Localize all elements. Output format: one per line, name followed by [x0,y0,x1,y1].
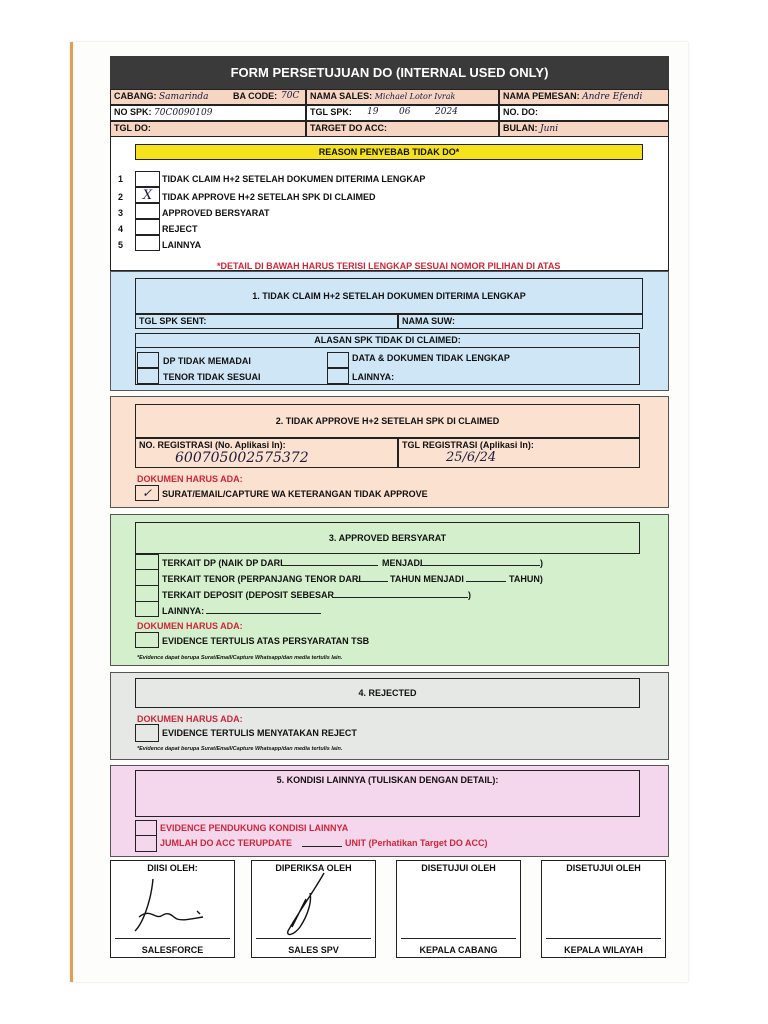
signature-line [256,938,371,939]
signature-box-sales-spv[interactable] [251,860,376,958]
section5-checkbox-divider [135,835,157,836]
reason-check-mark: X [142,188,153,203]
opt-data-label: DATA & DOKUMEN TIDAK LENGKAP [352,353,510,363]
dp-row-label: TERKAIT DP (NAIK DP DARI [162,558,283,568]
signature-box-kepala-wilayah[interactable] [541,860,666,958]
no-do-label: NO. DO: [503,107,538,117]
reason-checkbox[interactable] [135,203,160,219]
section2-evidence-label: SURAT/EMAIL/CAPTURE WA KETERANGAN TIDAK APPROVE [162,489,428,499]
tenor-to-line[interactable] [466,581,506,582]
signature-box-salesforce[interactable] [110,860,235,958]
section4-dokumen-label: DOKUMEN HARUS ADA: [137,714,243,724]
target-do-acc-label: TARGET DO ACC: [310,123,387,133]
section5-title[interactable] [135,770,640,817]
reason-item-number: 3 [118,208,124,218]
signature-top-label: DIPERIKSA OLEH [275,863,352,873]
deposit-line[interactable] [332,597,468,598]
dp-menjadi-label: MENJADI [382,558,423,568]
section5-jumlah-label: JUMLAH DO ACC TERUPDATE [160,838,292,848]
section3-dokumen-label: DOKUMEN HARUS ADA: [137,621,243,631]
signature-bottom-label: KEPALA WILAYAH [564,945,643,955]
reason-item-label: APPROVED BERSYARAT [162,208,270,218]
tgl-registrasi-value: 25/6/24 [446,450,497,465]
section2-check-mark: ✓ [141,486,153,500]
no-spk-label: NO SPK: [114,107,152,117]
lainnya-line[interactable] [206,613,321,614]
ba-code-label: BA CODE: [233,91,278,101]
tgl-spk-sent-label: TGL SPK SENT: [139,316,207,326]
signature-box-kepala-cabang[interactable] [396,860,521,958]
section3-title-text: 3. APPROVED BERSYARAT [328,533,447,543]
ba-code-value[interactable]: 70C [281,91,300,101]
deposit-close-paren: ) [468,590,471,600]
bulan-label: BULAN: [503,123,538,133]
data-checkbox[interactable] [327,352,349,368]
no-registrasi-label: NO. REGISTRASI (No. Aplikasi In): [139,440,286,450]
section4-title [135,678,640,708]
signature-bottom-label: KEPALA CABANG [419,945,498,955]
section2-title-text: 2. TIDAK APPROVE H+2 SETELAH SPK DI CLAIMED [275,416,500,426]
lainnya-row-label: LAINNYA: [162,606,205,616]
section3-checkbox-divider [135,601,159,602]
opt-lainnya-label: LAINNYA: [352,372,395,382]
section3-title [135,522,640,554]
dp-checkbox[interactable] [137,352,159,368]
section5-unit-label: UNIT (Perhatikan Target DO ACC) [345,838,488,848]
cabang-value[interactable]: Samarinda [159,92,209,102]
nama-sales-label: NAMA SALES: [310,91,373,101]
section3-footnote: *Evidence dapat berupa Surat/Email/Capture Whatsapp/dan media tertulis lain. [137,655,343,661]
section5-checkbox-column [135,820,157,852]
alasan-divider [135,347,640,348]
reason-item-number: 4 [118,224,124,234]
cabang-label: CABANG: [114,91,157,101]
section2-dokumen-label: DOKUMEN HARUS ADA: [137,474,243,484]
section1-title [135,278,643,314]
reason-item-number: 1 [118,174,124,184]
reason-item-label: LAINNYA [162,240,202,250]
no-spk-value[interactable]: 70C0090109 [154,108,213,118]
tgl-spk-month[interactable]: 06 [399,107,411,117]
header-table [110,89,669,137]
reason-title-text: REASON PENYEBAB TIDAK DO* [318,147,460,157]
reason-item-number: 2 [118,192,124,202]
signature-top-label: DISETUJUI OLEH [421,863,496,873]
signature-top-label: DISETUJUI OLEH [566,863,641,873]
dp-from-line[interactable] [282,565,378,566]
section4-footnote: *Evidence dapat berupa Surat/Email/Capture Whatsapp/dan media tertulis lain. [137,746,343,752]
tenor-tahun-menjadi-label: TAHUN MENJADI [390,574,464,584]
reason-note: *DETAIL DI BAWAH HARUS TERISI LENGKAP SESUAI NOMOR PILIHAN DI ATAS [217,261,561,271]
dp-close-paren: ) [540,558,543,568]
nama-sales-value[interactable]: Michael Lotor Ivrak [374,92,456,101]
nama-suw-field[interactable] [398,314,643,329]
section4-evidence-label: EVIDENCE TERTULIS MENYATAKAN REJECT [162,728,357,738]
tenor-tahun-label: TAHUN) [509,574,543,584]
section4-evidence-checkbox[interactable] [135,724,159,742]
reason-item-label: TIDAK APPROVE H+2 SETELAH SPK DI CLAIMED [162,192,376,202]
reason-checkbox[interactable] [135,171,160,187]
tgl-spk-year[interactable]: 2024 [435,107,458,117]
tgl-spk-sent-field[interactable] [135,314,398,329]
section2-evidence-checkbox[interactable] [135,485,159,501]
tgl-do-label: TGL DO: [114,123,151,133]
tgl-registrasi-label: TGL REGISTRASI (Aplikasi In): [402,440,534,450]
nama-pemesan-value[interactable]: Andre Efendi [582,92,643,102]
section2-title [135,404,640,438]
nama-pemesan-label: NAMA PEMESAN: [503,91,580,101]
form-title: FORM PERSETUJUAN DO (INTERNAL USED ONLY) [230,65,549,80]
section3-checkbox-divider [135,585,159,586]
bulan-value[interactable]: Juni [540,124,559,134]
tgl-spk-label: TGL SPK: [310,107,352,117]
tgl-registrasi-field[interactable] [398,438,640,468]
tgl-spk-day[interactable]: 19 [367,107,379,117]
signature-top-label: DIISI OLEH: [147,863,198,873]
reason-item-label: REJECT [162,224,198,234]
tenor-checkbox[interactable] [137,368,159,384]
signature-line [546,938,661,939]
alasan-title: ALASAN SPK TIDAK DI CLAIMED: [314,335,461,345]
form-title-bar [110,56,669,89]
section3-checkbox-divider [135,569,159,570]
signature-line [401,938,516,939]
no-registrasi-value: 600705002575372 [175,450,309,466]
signature-line [115,938,230,939]
lainnya-checkbox[interactable] [327,368,349,384]
no-registrasi-field[interactable] [135,438,398,468]
reason-item-label: TIDAK CLAIM H+2 SETELAH DOKUMEN DITERIMA LENGKAP [162,174,426,184]
deposit-row-label: TERKAIT DEPOSIT (DEPOSIT SEBESAR [162,590,335,600]
section3-evidence-checkbox[interactable] [135,632,159,648]
tenor-from-line[interactable] [356,581,388,582]
section3-evidence-label: EVIDENCE TERTULIS ATAS PERSYARATAN TSB [162,636,370,646]
signature-bottom-label: SALESFORCE [141,945,204,955]
section5-title-text: 5. KONDISI LAINNYA (TULISKAN DENGAN DETAIL): [276,775,499,785]
dp-to-line[interactable] [420,565,540,566]
opt-tenor-label: TENOR TIDAK SESUAI [163,372,261,382]
reason-checkbox[interactable] [135,235,160,251]
tenor-row-label: TERKAIT TENOR (PERPANJANG TENOR DARI [162,574,361,584]
nama-suw-label: NAMA SUW: [402,316,455,326]
reason-checkbox[interactable] [135,187,160,203]
reason-item-number: 5 [118,240,124,250]
reason-checkbox[interactable] [135,219,160,235]
section5-jumlah-line[interactable] [302,846,342,847]
section5-evidence-label: EVIDENCE PENDUKUNG KONDISI LAINNYA [160,823,349,833]
section1-title-text: 1. TIDAK CLAIM H+2 SETELAH DOKUMEN DITERIMA LENGKAP [252,291,526,301]
opt-dp-label: DP TIDAK MEMADAI [163,356,251,366]
section4-title-text: 4. REJECTED [358,688,417,698]
signature-bottom-label: SALES SPV [288,945,339,955]
reason-title [135,144,643,160]
